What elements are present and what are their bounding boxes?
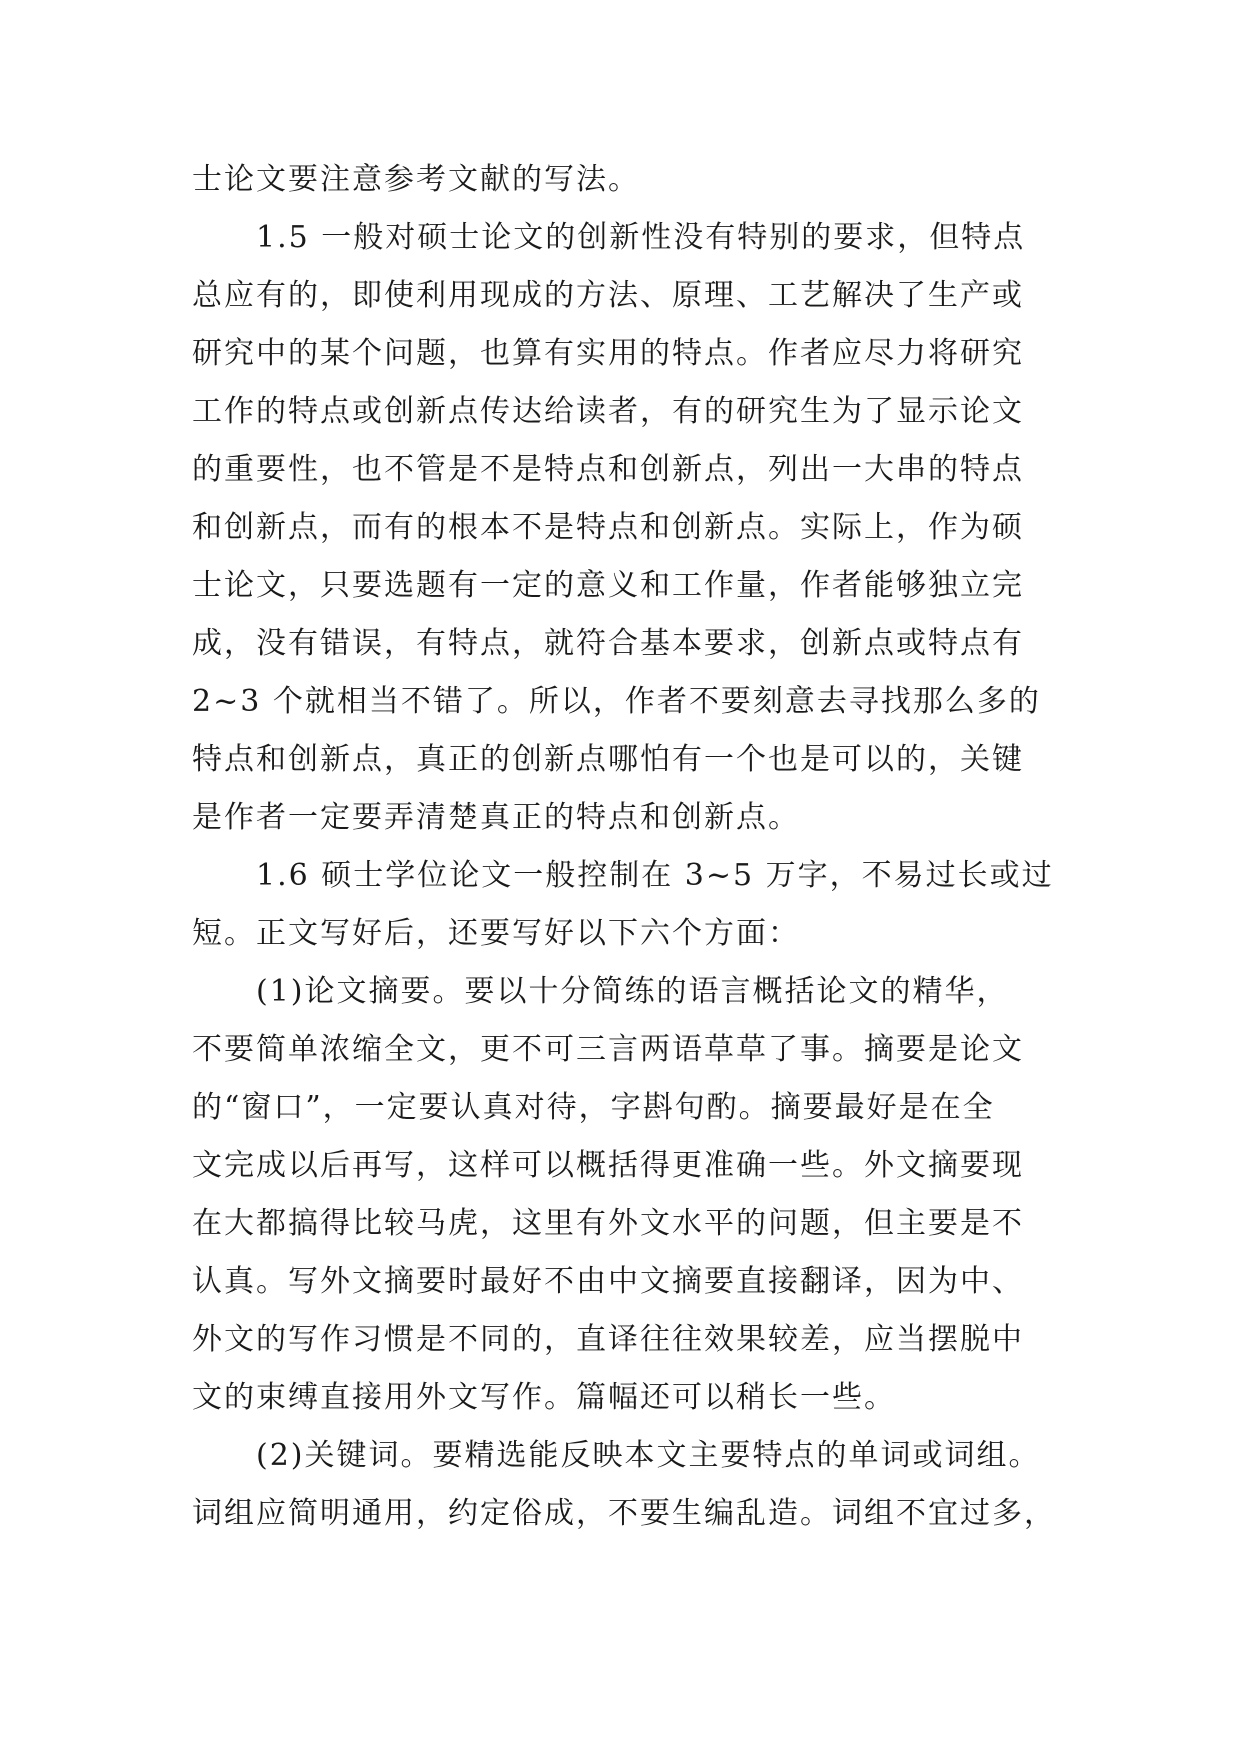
text-line: 是作者一定要弄清楚真正的特点和创新点。 <box>192 800 800 835</box>
text-line: 研究中的某个问题，也算有实用的特点。作者应尽力将研究 <box>192 336 1024 371</box>
text-line: 文的束缚直接用外文写作。篇幅还可以稍长一些。 <box>192 1380 896 1415</box>
text-line: 的“窗口”，一定要认真对待，字斟句酌。摘要最好是在全 <box>192 1090 995 1125</box>
text-line: 文完成以后再写，这样可以概括得更准确一些。外文摘要现 <box>192 1148 1024 1183</box>
text-line: 工作的特点或创新点传达给读者，有的研究生为了显示论文 <box>192 394 1024 429</box>
text-line: 在大都搞得比较马虎，这里有外文水平的问题，但主要是不 <box>192 1206 1024 1241</box>
text-line: 特点和创新点，真正的创新点哪怕有一个也是可以的，关键 <box>192 742 1024 777</box>
text-line: 词组应简明通用，约定俗成，不要生编乱造。词组不宜过多， <box>192 1496 1056 1531</box>
text-line: 和创新点，而有的根本不是特点和创新点。实际上，作为硕 <box>192 510 1024 545</box>
text-line: 士论文，只要选题有一定的意义和工作量，作者能够独立完 <box>192 568 1024 603</box>
text-line: 成，没有错误，有特点，就符合基本要求，创新点或特点有 <box>192 626 1024 661</box>
text-line: (2)关键词。要精选能反映本文主要特点的单词或词组。 <box>256 1438 1041 1473</box>
text-line: 不要简单浓缩全文，更不可三言两语草草了事。摘要是论文 <box>192 1032 1024 1067</box>
text-line: 1.5 一般对硕士论文的创新性没有特别的要求，但特点 <box>256 220 1026 255</box>
text-line: 1.6 硕士学位论文一般控制在 3~5 万字，不易过长或过 <box>256 858 1054 893</box>
text-line: 的重要性，也不管是不是特点和创新点，列出一大串的特点 <box>192 452 1024 487</box>
text-line: 外文的写作习惯是不同的，直译往往效果较差，应当摆脱中 <box>192 1322 1024 1357</box>
text-line: 短。正文写好后，还要写好以下六个方面： <box>192 916 800 951</box>
text-line: 2~3 个就相当不错了。所以，作者不要刻意去寻找那么多的 <box>192 684 1041 719</box>
text-line: 总应有的，即使利用现成的方法、原理、工艺解决了生产或 <box>192 278 1024 313</box>
text-line: (1)论文摘要。要以十分简练的语言概括论文的精华， <box>256 974 1009 1009</box>
text-line: 士论文要注意参考文献的写法。 <box>192 162 640 197</box>
text-line: 认真。写外文摘要时最好不由中文摘要直接翻译，因为中、 <box>192 1264 1024 1299</box>
body-text <box>192 151 1072 1543</box>
